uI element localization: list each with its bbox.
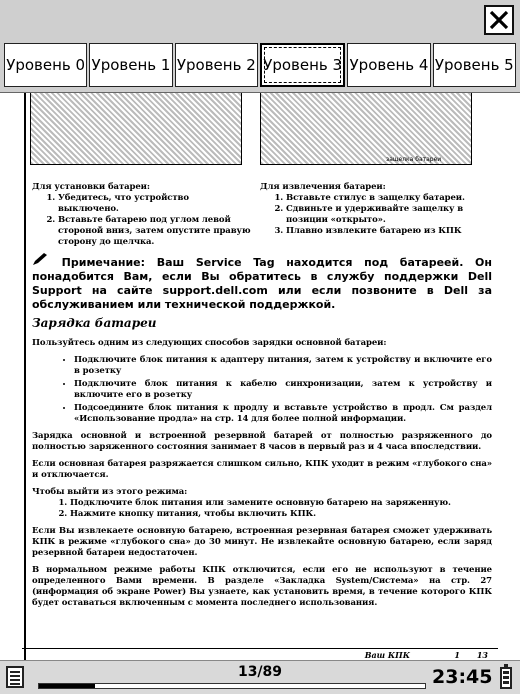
install-heading: Для установки батареи: (32, 182, 150, 192)
reading-progress-fill (39, 684, 95, 688)
remove-step: 2. Сдвиньте и удерживайте защелку в позиции «открыто». (286, 204, 480, 226)
paragraph-backup: Если Вы извлекаете основную батарею, встроенная резервная батарея сможет удерживать КПК в режиме «глубокого сна» до 30 минут. Не извлекайте основную батарею, если заряд резервной батареи недостаточен. (32, 526, 492, 558)
charge-method: • Подключите блок питания к адаптеру питания, затем к устройству и включите его в розетку (74, 355, 492, 377)
page-footer (22, 648, 498, 660)
paragraph-deep-sleep: Если основная батарея разряжается слишком сильно, КПК уходит в режим «глубокого сна» и отключается. (32, 459, 492, 480)
install-step: 1. Убедитесь, что устройство выключено. (58, 193, 252, 215)
status-bar (0, 660, 520, 694)
remove-heading: Для извлечения батареи: (260, 182, 386, 192)
exit-step: 1. Подключите блок питания или замените основную батарею на заряженную. (70, 498, 492, 509)
note-block (32, 252, 492, 312)
close-icon (489, 10, 509, 30)
figure-battery-install (30, 92, 242, 165)
level-tab-0[interactable]: Уровень 0 (4, 43, 87, 87)
note-text: Ваш Service Tag находится под батареей. Он понадобится Вам, если Вы обратитесь в службу поддержки Dell Support на сайте support.dell.com или если позвоните в Dell за обслуживанием или технической поддержкой. (32, 256, 492, 311)
clock: 23:45 (432, 666, 493, 688)
level-tabs (4, 43, 516, 87)
menu-icon[interactable] (6, 666, 24, 688)
level-selector-bar (0, 0, 520, 93)
footer-column: 1 (454, 650, 460, 660)
figure-callout: защелка батареи (386, 156, 442, 163)
close-button[interactable] (484, 5, 514, 35)
paragraph-intro: Пользуйтесь одним из следующих способов зарядки основной батареи: (32, 338, 387, 348)
page-counter[interactable]: 13/89 (237, 664, 283, 680)
document-body (32, 338, 492, 615)
level-tab-1[interactable]: Уровень 1 (89, 43, 172, 87)
level-tab-5[interactable]: Уровень 5 (433, 43, 516, 87)
document-page[interactable] (22, 92, 498, 660)
charge-method: • Подключите блок питания к кабелю синхронизации, затем к устройству и включите его в розетку (74, 379, 492, 401)
section-title: Зарядка батареи (32, 316, 157, 330)
pen-icon (32, 252, 50, 270)
note-label: Примечание: (61, 256, 146, 269)
footer-label: Ваш КПК (364, 650, 410, 660)
reading-progress-bar[interactable] (38, 683, 426, 689)
remove-column (260, 182, 480, 237)
level-tab-2[interactable]: Уровень 2 (175, 43, 258, 87)
paragraph-timeout: В нормальном режиме работы КПК отключится, если его не используют в течение определенного Вами времени. В разделе «Закладка System/Система» на стр. 27 (информация об экране Power) Вы узнаете, как установить время, в течение которого КПК будет оставаться включенным с момента последнего использования. (32, 565, 492, 608)
paragraph-charge-time: Зарядка основной и встроенной резервной батарей от полностью разряженного до полностью заряженного состояния занимает 8 часов в первый раз и 4 часа впоследствии. (32, 431, 492, 452)
level-tab-3[interactable]: Уровень 3 (260, 43, 345, 87)
remove-step: 3. Плавно извлеките батарею из КПК (286, 226, 480, 237)
exit-step: 2. Нажмите кнопку питания, чтобы включить КПК. (70, 509, 492, 520)
exit-heading: Чтобы выйти из этого режима: (32, 487, 188, 497)
battery-icon (500, 667, 512, 689)
install-step: 2. Вставьте батарею под углом левой стороной вниз, затем опустите правую сторону до щелчка. (58, 215, 252, 248)
level-tab-4[interactable]: Уровень 4 (347, 43, 430, 87)
figure-battery-remove (260, 92, 472, 165)
charge-method: • Подсоедините блок питания к продлу и вставьте устройство в продл. См раздел «Использование продла» на стр. 14 для более полной информации. (74, 403, 492, 425)
remove-step: 1. Вставьте стилус в защелку батареи. (286, 193, 480, 204)
footer-page-number: 13 (476, 650, 488, 660)
install-column (32, 182, 252, 248)
